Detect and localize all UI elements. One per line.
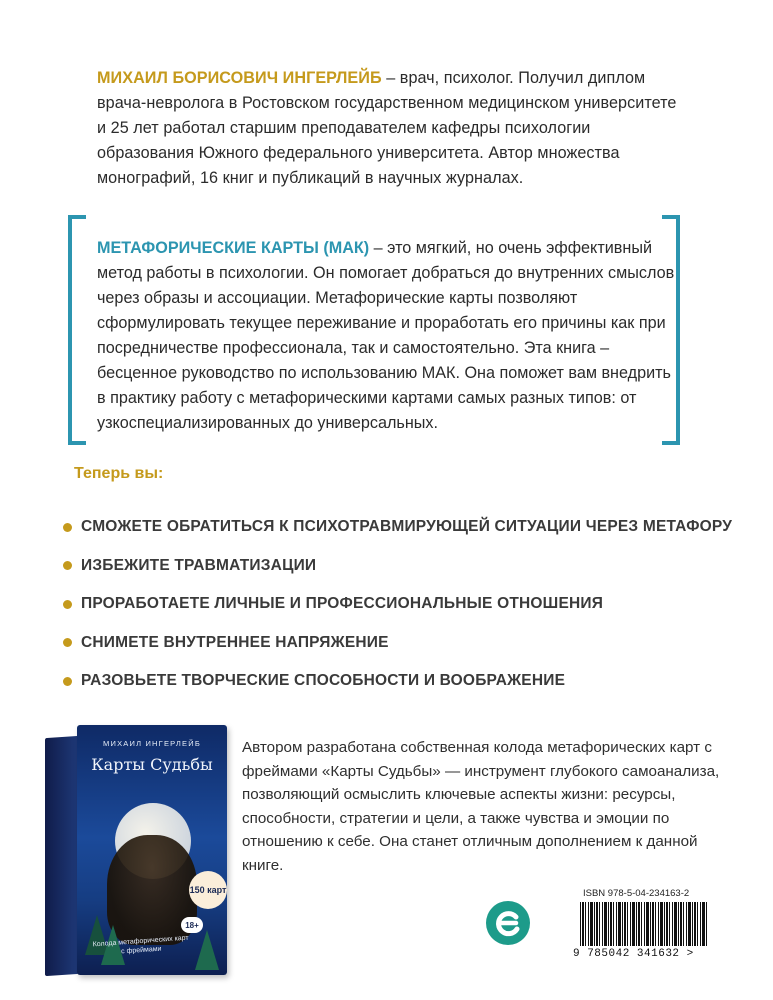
bullet-icon — [63, 600, 72, 609]
author-name: МИХАИЛ БОРИСОВИЧ ИНГЕРЛЕЙБ — [97, 69, 382, 87]
mak-text: – это мягкий, но очень эффективный метод работы в психологии. Он помогает добраться до внутренних смыслов через образы и ассоциации. Метафорические карты позволяют сформулировать текущее переживание и проработать его причины как при посредничестве профессионала, так и самостоятельно. Эта книга – бесценное руководство по использованию МАК. Она поможет вам внедрить в практику работу с метафорическими картами самых разных типов: от узкоспециализированных до универсальных. — [97, 239, 675, 432]
mak-name: МЕТАФОРИЧЕСКИЕ КАРТЫ (МАК) — [97, 239, 370, 257]
bullet-icon — [63, 523, 72, 532]
bullet-icon — [63, 677, 72, 686]
barcode-image — [580, 902, 708, 946]
benefit-item — [63, 585, 743, 624]
benefit-text: СМОЖЕТЕ ОБРАТИТЬСЯ К ПСИХОТРАВМИРУЮЩЕЙ СИТУАЦИИ ЧЕРЕЗ МЕТАФОРУ — [81, 518, 733, 536]
benefit-text: СНИМЕТЕ ВНУТРЕННЕЕ НАПРЯЖЕНИЕ — [81, 633, 389, 651]
benefit-item — [63, 624, 743, 663]
card-deck-box-side — [45, 736, 79, 976]
card-count-badge: 150 карт — [189, 871, 227, 909]
age-rating-badge: 18+ — [181, 917, 203, 933]
benefits-list — [63, 508, 743, 701]
card-deck-subtitle: Колода метафорических карт с фреймами — [92, 934, 189, 956]
author-bio-text: – врач, психолог. Получил диплом врача-невролога в Ростовском государственном медицинском университете и 25 лет работал старшим преподавателем кафедры психологии образования Южного федерального университета. Автор множества монографий, 16 книг и публикаций в научных журналах. — [97, 69, 677, 187]
tree-icon — [195, 930, 219, 970]
benefit-item — [63, 547, 743, 586]
card-deck-description: Автором разработана собственная колода метафорических карт с фреймами «Карты Судьбы» — инструмент глубокого самоанализа, позволяющий осмыслить ключевые аспекты жизни: ресурсы, способности, стратегии и цели, а также чувства и эмоции по отношению к себе. Она станет отличным дополнением к данной книге. — [242, 739, 720, 874]
benefits-title: Теперь вы: — [74, 465, 164, 482]
isbn-label: ISBN 978-5-04-234163-2 — [583, 888, 690, 899]
barcode-digits: 9 785042 341632 > — [573, 948, 694, 960]
card-deck-box-front — [77, 725, 227, 975]
card-deck-author: МИХАИЛ ИНГЕРЛЕЙБ — [103, 739, 201, 748]
benefit-item — [63, 508, 743, 547]
benefit-text: РАЗОВЬЕТЕ ТВОРЧЕСКИЕ СПОСОБНОСТИ И ВООБРАЖЕНИЕ — [81, 672, 566, 690]
bullet-icon — [63, 638, 72, 647]
mak-description — [97, 236, 677, 436]
card-deck-image — [45, 725, 245, 980]
benefit-text: ПРОРАБОТАЕТЕ ЛИЧНЫЕ И ПРОФЕССИОНАЛЬНЫЕ ОТНОШЕНИЯ — [81, 595, 604, 613]
benefit-item — [63, 662, 743, 701]
author-bio — [97, 66, 677, 191]
bullet-icon — [63, 561, 72, 570]
publisher-logo-icon — [485, 900, 531, 946]
left-bracket-decoration — [68, 215, 86, 445]
card-deck-title: Карты Судьбы — [91, 755, 213, 774]
benefit-text: ИЗБЕЖИТЕ ТРАВМАТИЗАЦИИ — [81, 556, 317, 574]
